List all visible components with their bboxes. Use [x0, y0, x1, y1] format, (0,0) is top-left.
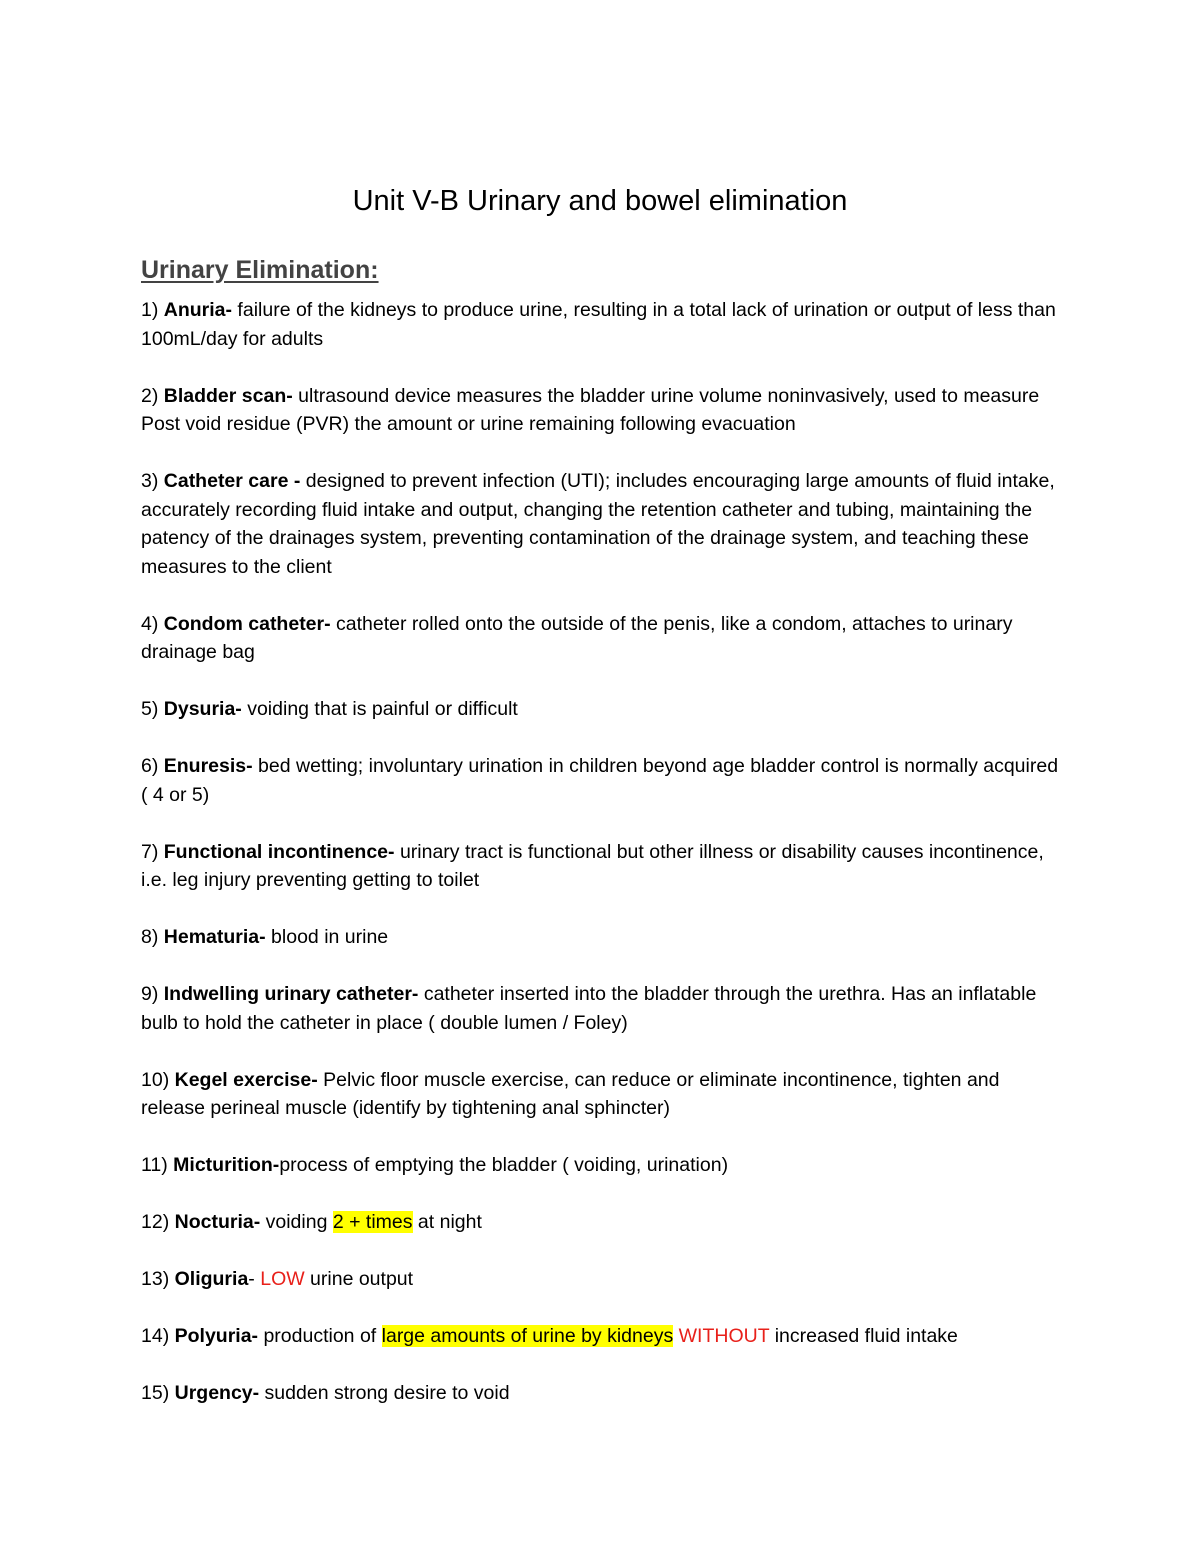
definition-entry-kegel-exercise: [141, 1066, 1061, 1123]
entry-definition-post: increased fluid intake: [769, 1325, 958, 1347]
entry-term: Bladder scan-: [163, 384, 293, 407]
definition-entry-dysuria: [141, 695, 1061, 724]
entry-number: 6): [141, 755, 164, 777]
entry-term: Urgency-: [174, 1382, 260, 1404]
entry-definition: catheter rolled onto the outside of the penis, like a condom, attaches to urinary drainage bag: [141, 612, 1013, 663]
entry-number: 10): [141, 1068, 175, 1091]
entry-definition: bed wetting; involuntary urination in children beyond age bladder control is normally acquired ( 4 or 5): [141, 755, 1059, 806]
entry-number: 11): [141, 1154, 174, 1176]
entry-term: Kegel exercise-: [174, 1068, 318, 1091]
entry-definition: urinary tract is functional but other illness or disability causes incontinence, i.e. leg injury preventing getting to toilet: [141, 840, 1044, 891]
definition-entry-functional-incontinence: [141, 838, 1061, 895]
entry-definition-pre: production of: [258, 1325, 382, 1347]
definition-entry-catheter-care: [141, 467, 1061, 581]
definition-entry-nocturia: [141, 1208, 1061, 1237]
highlighted-text: 2 + times: [332, 1211, 413, 1233]
entry-definition: failure of the kidneys to produce urine, resulting in a total lack of urination or output of less than 100mL/day for adults: [141, 299, 1056, 350]
entry-definition-pre: voiding: [260, 1211, 333, 1233]
entry-number: 2): [141, 384, 164, 407]
definition-entry-indwelling-urinary-catheter: [141, 980, 1061, 1037]
entry-definition-post: urine output: [304, 1268, 414, 1290]
entry-definition: blood in urine: [265, 926, 389, 948]
entry-term: Catheter care -: [163, 470, 301, 492]
entry-number: 5): [141, 698, 164, 720]
entry-number: 14): [141, 1325, 175, 1347]
entry-term: Polyuria-: [174, 1325, 259, 1347]
entry-number: 7): [141, 840, 164, 863]
entry-definition: catheter inserted into the bladder through the urethra. Has an inflatable bulb to hold the catheter in place ( double lumen / Foley): [141, 983, 1037, 1034]
entry-definition: process of emptying the bladder ( voiding, urination): [279, 1154, 729, 1176]
entry-number: 15): [141, 1382, 175, 1404]
entry-number: 13): [141, 1268, 175, 1290]
entry-term: Dysuria-: [163, 698, 242, 720]
highlighted-text: large amounts of urine by kidneys: [381, 1325, 674, 1347]
entry-number: 4): [141, 612, 164, 635]
entry-definition: designed to prevent infection (UTI); includes encouraging large amounts of fluid intake, accurately recording fluid intake and output, changing the retention catheter and tubing, maintaining the patency of the drainages system, preventing contamination of the drainage system, and teaching these measures to the client: [141, 470, 1055, 578]
entry-number: 8): [141, 926, 164, 948]
definition-entry-urgency: [141, 1379, 1061, 1408]
entry-definition: voiding that is painful or difficult: [241, 698, 518, 720]
red-emphasis-text: LOW: [260, 1268, 305, 1290]
entry-term: Condom catheter-: [163, 612, 331, 635]
entry-number: 9): [141, 983, 164, 1005]
entry-term: Micturition-: [173, 1154, 280, 1176]
entry-definition: Pelvic floor muscle exercise, can reduce or eliminate incontinence, tighten and release perineal muscle (identify by tightening anal sphincter): [141, 1068, 1000, 1119]
definitions-list: [141, 296, 1061, 1436]
definition-entry-hematuria: [141, 923, 1061, 952]
definition-entry-anuria: [141, 296, 1061, 353]
entry-term: Indwelling urinary catheter-: [163, 983, 419, 1005]
entry-term: Oliguria: [174, 1268, 249, 1290]
document-title: Unit V-B Urinary and bowel elimination: [352, 185, 848, 217]
entry-number: 1): [141, 299, 164, 321]
definition-entry-bladder-scan: [141, 382, 1061, 439]
entry-term: Hematuria-: [163, 926, 266, 948]
entry-number: 12): [141, 1211, 175, 1233]
entry-term: Enuresis-: [163, 755, 253, 777]
definition-entry-oliguria: [141, 1265, 1061, 1294]
entry-term: Anuria-: [163, 299, 233, 321]
entry-term: Functional incontinence-: [163, 840, 395, 863]
definition-entry-micturition: [141, 1151, 1061, 1180]
entry-number: 3): [141, 470, 164, 492]
entry-term: Nocturia-: [174, 1211, 261, 1233]
section-heading-urinary-elimination: Urinary Elimination:: [141, 256, 379, 284]
entry-definition: ultrasound device measures the bladder urine volume noninvasively, used to measure Post void residue (PVR) the amount or urine remaining following evacuation: [141, 384, 1040, 435]
definition-entry-polyuria: [141, 1322, 1061, 1351]
entry-definition: sudden strong desire to void: [259, 1382, 510, 1404]
entry-dash: -: [248, 1268, 261, 1290]
definition-entry-condom-catheter: [141, 610, 1061, 667]
red-emphasis-text: WITHOUT: [678, 1325, 770, 1347]
definition-entry-enuresis: [141, 752, 1061, 809]
entry-definition-post: at night: [412, 1211, 482, 1233]
